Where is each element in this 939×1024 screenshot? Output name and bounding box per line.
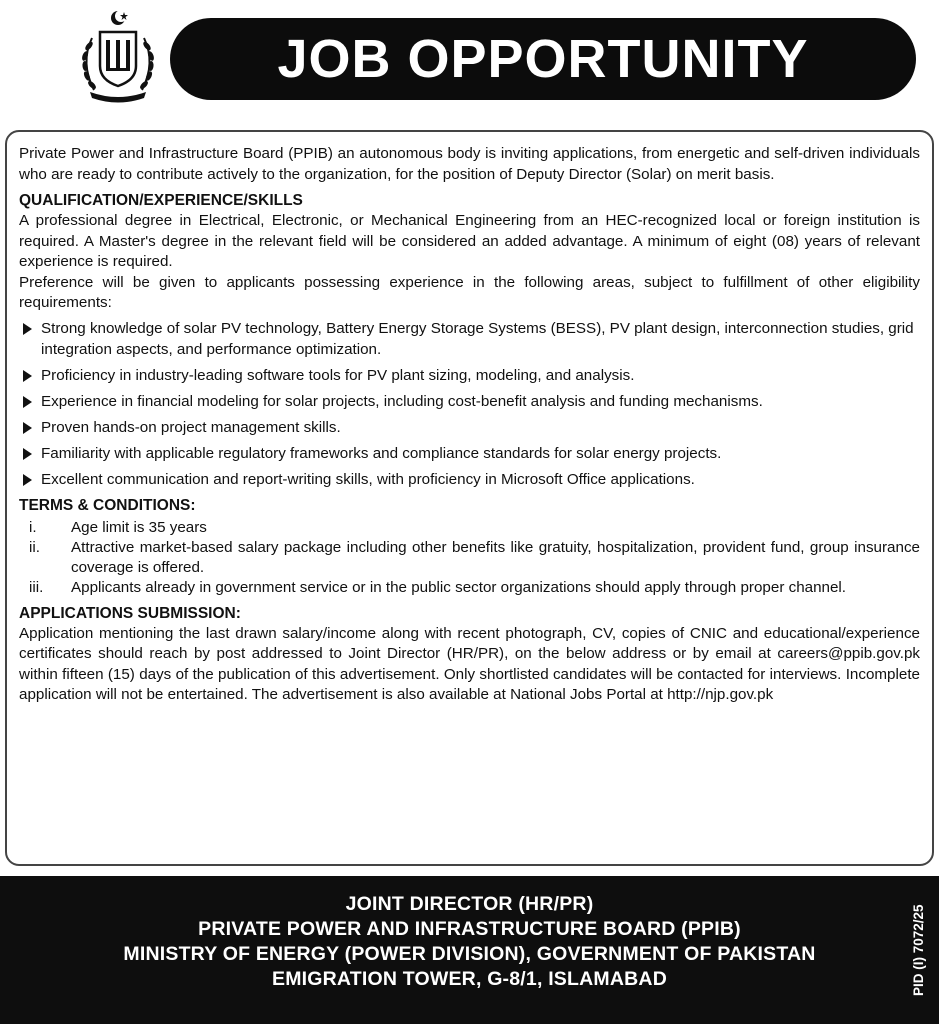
bullet-arrow-icon [23, 474, 32, 486]
footer-organization: PRIVATE POWER AND INFRASTRUCTURE BOARD (PPIB) [198, 918, 741, 940]
header [0, 0, 939, 130]
qualification-heading: QUALIFICATION/EXPERIENCE/SKILLS [19, 192, 303, 209]
contact-footer [0, 876, 939, 1024]
bullet-arrow-icon [23, 370, 32, 382]
list-item: iii. Applicants already in government service or in the public sector organizations should apply through proper channel. [29, 578, 847, 596]
advertisement-body [5, 130, 934, 866]
page-title: JOB OPPORTUNITY [277, 29, 809, 89]
list-item: ii. Attractive market-based salary package including other benefits like gratuity, hospitalization, provident fund, group insurance coverage is offered. [29, 538, 920, 576]
preference-text: Preference will be given to applicants possessing experience in the following areas, subject to fulfillment of other eligibility requirements: [19, 273, 920, 311]
pid-number: PID (I) 7072/25 [911, 904, 926, 996]
terms-heading: TERMS & CONDITIONS: [19, 496, 196, 514]
list-item: i. Age limit is 35 years [29, 518, 207, 536]
footer-designation: JOINT DIRECTOR (HR/PR) [345, 893, 594, 915]
intro-paragraph: Private Power and Infrastructure Board (PPIB) an autonomous body is inviting applications, from energetic and self-driven individuals who are ready to contribute actively to the organization, for the position of Deputy Director (Solar) on merit basis. [19, 145, 920, 183]
terms-list [19, 518, 920, 598]
bullet-arrow-icon [23, 396, 32, 408]
bullet-arrow-icon [23, 422, 32, 434]
list-item: Familiarity with applicable regulatory frameworks and compliance standards for solar energy projects. [19, 443, 920, 464]
experience-list [19, 318, 920, 490]
list-item: Strong knowledge of solar PV technology, Battery Energy Storage Systems (BESS), PV plant design, interconnection studies, grid integration aspects, and performance optimization. [19, 318, 920, 360]
bullet-arrow-icon [23, 323, 32, 335]
list-item: Excellent communication and report-writing skills, with proficiency in Microsoft Office applications. [19, 469, 920, 490]
submission-heading: APPLICATIONS SUBMISSION: [19, 604, 241, 622]
list-item: Proven hands-on project management skills. [19, 417, 920, 438]
government-emblem-icon [72, 8, 164, 104]
bullet-arrow-icon [23, 448, 32, 460]
list-item: Experience in financial modeling for solar projects, including cost-benefit analysis and funding mechanisms. [19, 391, 920, 412]
title-banner [170, 18, 916, 100]
footer-address: EMIGRATION TOWER, G-8/1, ISLAMABAD [271, 968, 667, 990]
submission-text: Application mentioning the last drawn salary/income along with recent photograph, CV, copies of CNIC and educational/experience certificates should reach by post addressed to Joint Director (HR/PR), on the below address or by email at careers@ppib.gov.pk within fifteen (15) days of the publication of this advertisement. Only shortlisted candidates will be contacted for interviews. Incomplete application will not be entertained. The advertisement is also available at National Jobs Portal at http://njp.gov.pk [19, 624, 920, 703]
list-item: Proficiency in industry-leading software tools for PV plant sizing, modeling, and analysis. [19, 365, 920, 386]
footer-ministry: MINISTRY OF ENERGY (POWER DIVISION), GOVERNMENT OF PAKISTAN [123, 943, 816, 965]
qualification-text: A professional degree in Electrical, Electronic, or Mechanical Engineering from an HEC-recognized local or foreign institution is required. A Master's degree in the relevant field will be considered an added advantage. A minimum of eight (08) years of relevant experience is required. [19, 212, 920, 270]
